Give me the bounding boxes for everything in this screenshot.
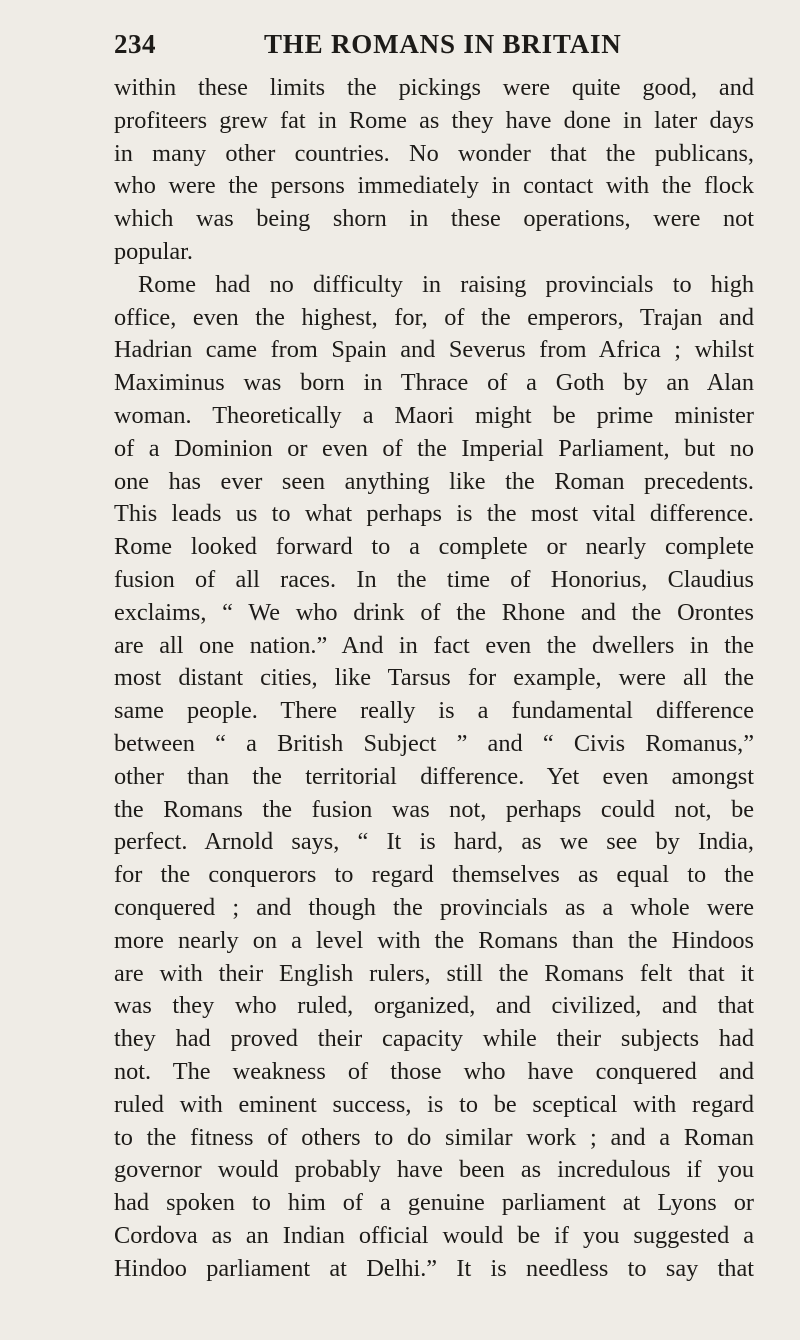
text-line: are all one nation.” And in fact even the dwellers in the — [114, 631, 754, 659]
text-line: same people. There really is a fundamental difference — [114, 697, 754, 725]
running-head: THE ROMANS IN BRITAIN — [264, 29, 622, 59]
text-line: for the conquerors to regard themselves as equal to the — [114, 861, 754, 889]
text-line: conquered ; and though the provincials as a whole were — [114, 893, 754, 921]
text-line: within these limits the pickings were quite good, and — [114, 74, 754, 101]
body-text — [114, 72, 754, 1285]
text-line: Rome had no difficulty in raising provincials to high — [138, 270, 754, 298]
text-line: are with their English rulers, still the Romans felt that it — [114, 959, 754, 987]
text-line: who were the persons immediately in contact with the flock — [114, 172, 754, 200]
text-line: of a Dominion or even of the Imperial Parliament, but no — [114, 434, 754, 462]
page-header — [114, 29, 732, 69]
text-line: was they who ruled, organized, and civilized, and that — [114, 992, 754, 1020]
text-line: had spoken to him of a genuine parliament at Lyons or — [114, 1189, 754, 1217]
text-line: Rome looked forward to a complete or nearly complete — [114, 533, 754, 561]
text-line: other than the territorial difference. Yet even amongst — [114, 762, 754, 790]
text-line: in many other countries. No wonder that the publicans, — [114, 139, 754, 167]
text-line: office, even the highest, for, of the emperors, Trajan and — [114, 303, 754, 331]
text-line: most distant cities, like Tarsus for example, were all the — [114, 664, 754, 692]
text-line: fusion of all races. In the time of Honorius, Claudius — [114, 565, 754, 593]
text-line: profiteers grew fat in Rome as they have done in later days — [114, 106, 754, 134]
text-line: more nearly on a level with the Romans than the Hindoos — [114, 926, 754, 954]
text-line: which was being shorn in these operations, were not — [114, 205, 754, 233]
text-line: they had proved their capacity while their subjects had — [114, 1025, 754, 1053]
text-line: Hindoo parliament at Delhi.” It is needless to say that — [114, 1254, 754, 1282]
text-line: Cordova as an Indian official would be if you suggested a — [114, 1221, 754, 1249]
text-line: exclaims, “ We who drink of the Rhone and the Orontes — [114, 598, 754, 626]
text-line: Maximinus was born in Thrace of a Goth by an Alan — [114, 369, 754, 397]
page-number: 234 — [114, 29, 156, 59]
text-line: woman. Theoretically a Maori might be prime minister — [114, 401, 754, 429]
text-line: to the fitness of others to do similar work ; and a Roman — [114, 1123, 754, 1151]
text-line: Hadrian came from Spain and Severus from Africa ; whilst — [114, 336, 754, 364]
text-line: the Romans the fusion was not, perhaps could not, be — [114, 795, 754, 823]
text-line: popular. — [114, 237, 193, 265]
text-line: This leads us to what perhaps is the most vital difference. — [114, 500, 754, 528]
text-line: governor would probably have been as incredulous if you — [114, 1156, 754, 1184]
text-line: between “ a British Subject ” and “ Civis Romanus,” — [114, 729, 754, 757]
text-line: not. The weakness of those who have conquered and — [114, 1057, 754, 1085]
text-line: one has ever seen anything like the Roman precedents. — [114, 467, 754, 495]
text-line: ruled with eminent success, is to be sceptical with regard — [114, 1090, 754, 1118]
text-line: perfect. Arnold says, “ It is hard, as we see by India, — [114, 828, 754, 856]
